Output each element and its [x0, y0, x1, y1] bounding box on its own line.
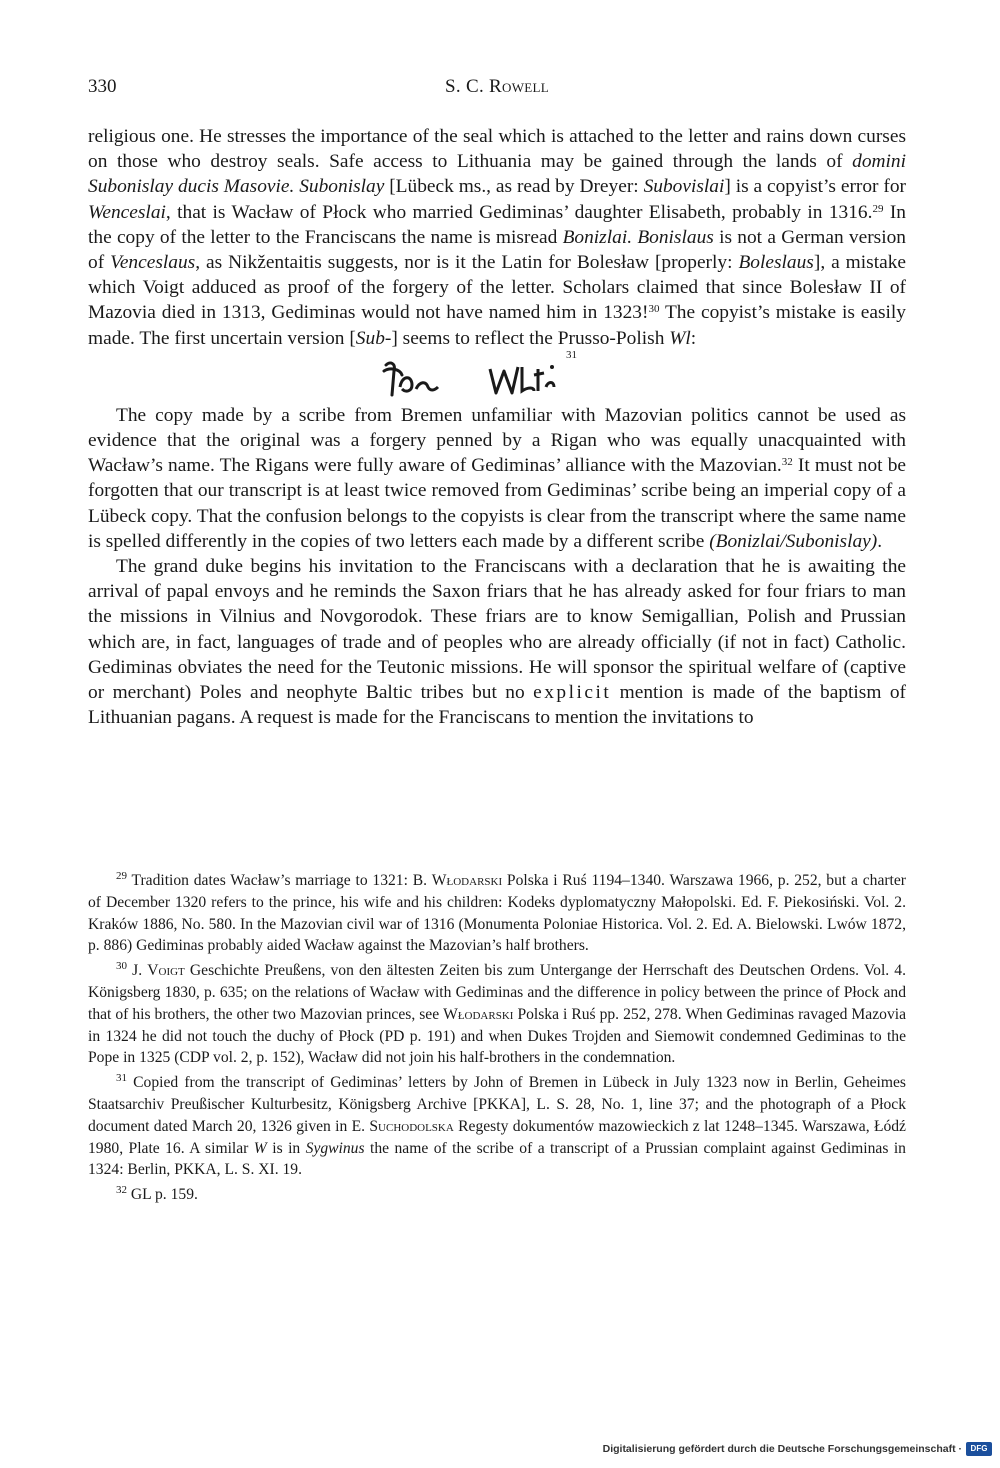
- footnote-29: $^{29}$ Tradition dates Wacław’s marriage to 1321: B. Włodarski Polska i Ruś 1194–1340. Warszawa 1966, p. 252, but a charter of December 1320 refers to the prince, his wife and his children: Kodeks dyplomatyczny Małopolski. Ed. F. Piekosiński. Vol. 2. Kraków 1886, No. 580. In the Mazovian civil war of 1316 (Monumenta Poloniae Historica. Vol. 2. Ed. A. Bielowski. Lwów 1872, p. 886) Gediminas probably aided Wacław against the Mazovian’s half brothers.: [88, 870, 906, 955]
- page-header: [88, 76, 906, 100]
- running-head: S. C. Rowell: [445, 76, 549, 97]
- author-name: Włodarski: [431, 872, 503, 889]
- footer-text: Digitalisierung gefördert durch die Deutsche Forschungsgemeinschaft ·: [602, 1443, 962, 1455]
- spaced-emphasis: explicit: [533, 682, 612, 704]
- footnote-ref-32[interactable]: 32: [781, 456, 793, 469]
- footnote-number: 29: [116, 870, 127, 882]
- emphasis: Wenceslai: [88, 201, 166, 223]
- emphasis: Boleslaus: [738, 252, 814, 274]
- footnote-number: 30: [116, 960, 127, 973]
- emphasis: domini Subonislay ducis Masovie. Subonislay: [88, 151, 906, 198]
- footnotes: [88, 870, 906, 1209]
- footnote-number: 32: [116, 1184, 127, 1197]
- dfg-logo-icon: DFG: [966, 1442, 992, 1456]
- footnote-31: $^{31}$ Copied from the transcript of Gediminas’ letters by John of Bremen in Lübeck in July 1323 now in Berlin, Geheimes Staatsarchiv Preußischer Kulturbesitz, Königsberg Archive [PKKA], L. S. 28, No. 1, line 37; and the photograph of a Płock document dated March 20, 1326 given in E. Suchodolska Regesty dokumentów mazowieckich z lat 1248–1345. Warszawa, Łódź 1980, Plate 16. A similar W is in Sygwinus the name of the scribe of a transcript of a Prussian complaint against Gediminas in 1324: Berlin, PKKA, L. S. XI. 19.: [88, 1072, 906, 1179]
- emphasis: Venceslaus: [110, 252, 196, 274]
- emphasis: W: [253, 1139, 267, 1157]
- footnote-ref-30[interactable]: 30: [648, 303, 660, 316]
- digitization-footer: [603, 1440, 992, 1458]
- emphasis: Sygwinus: [305, 1139, 365, 1157]
- paragraph-2: The copy made by a scribe from Bremen unfamiliar with Mazovian politics cannot be used as evidence that the original was a forgery penned by a Rigan who was equally unacquainted with Wacław’s name. The Rigans were fully aware of Gediminas’ alliance with the Mazovian.$^{32}$ It must not be forgotten that our transcript is at least twice removed from Gediminas’ scribe being an imperial copy of a Lübeck copy. That the confusion belongs to the copyists is clear from the transcript where the same name is spelled differently in the copies of two letters each made by a different scribe (Bonizlai/Subonislay).: [88, 404, 906, 552]
- facsimile-figure: 31: [88, 351, 906, 403]
- main-text: [88, 124, 906, 730]
- footnote-30: $^{30}$ J. Voigt Geschichte Preußens, von den ältesten Zeiten bis zum Untergange der Herrschaft des Deutschen Ordens. Vol. 4. Königsberg 1830, p. 635; on the relations of Wacław with Gediminas and the difference in policy between the prince of Płock and that of his brothers, the other two Mazovian princes, see Włodarski Polska i Ruś pp. 252, 278. When Gediminas ravaged Mazovia in 1324 he did not touch the duchy of Płock (PD p. 191) and when Dukes Trojden and Siemowit condemned Gediminas to the Pope in 1325 (CDP vol. 2, p. 152), Wacław did not join his half-brothers in the condemnation.: [88, 960, 906, 1067]
- emphasis: Wl: [669, 327, 691, 349]
- emphasis: Subovislai: [643, 176, 725, 198]
- page-number: 330: [88, 76, 117, 97]
- author-name: Voigt: [147, 962, 185, 980]
- footnote-ref-29[interactable]: 29: [872, 202, 884, 215]
- paragraph-1: religious one. He stresses the importance of the seal which is attached to the letter and rains down curses on those who destroy seals. Safe access to Lithuania may be gained through the lands of domini Subonislay ducis Masovie. Subonislay [Lübeck ms., as read by Dreyer: Subovislai] is a copyist’s error for Wenceslai, that is Wacław of Płock who married Gediminas’ daughter Elisabeth, probably in 1316.29 In the copy of the letter to the Franciscans the name is misread Bonizlai. Bonislaus is not a German version of Venceslaus, as Nikžentaitis suggests, nor is it the Latin for Bolesław [properly: Boleslaus], a mistake which Voigt adduced as proof of the forgery of the letter. Scholars claimed that since Bolesław II of Mazovia died in 1313, Gediminas would not have named him in 1323!$^{30}$ The copyist’s mistake is easily made. The first uncertain version [Sub-] seems to reflect the Prusso-Polish Wl:: [88, 126, 907, 349]
- footnote-32: $^{32}$ GL p. 159.: [116, 1184, 198, 1204]
- emphasis: (Bonizlai/Subonislay): [709, 530, 878, 552]
- handwritten-wl-ligature-2-icon: [482, 357, 560, 399]
- handwritten-wl-ligature-1-icon: [380, 357, 442, 399]
- emphasis: Bonizlai. Bonislaus: [562, 226, 714, 248]
- emphasis: Sub-: [355, 327, 392, 349]
- footnote-number: 31: [116, 1072, 127, 1085]
- author-name: Suchodolska: [369, 1117, 454, 1135]
- author-name: Włodarski: [443, 1005, 514, 1023]
- paragraph-3: The grand duke begins his invitation to the Franciscans with a declaration that he is awaiting the arrival of papal envoys and he reminds the Saxon friars that he has already asked for four friars to man the missions in Vilnius and Novgorodok. These friars are to know Semigallian, Polish and Prussian which are, in fact, languages of trade and of peoples who are already officially (if not in fact) Catholic. Gediminas obviates the need for the Teutonic missions. He will sponsor the spiritual welfare of (captive or merchant) Poles and neophyte Baltic tribes but no explicit mention is made of the baptism of Lithuanian pagans. A request is made for the Franciscans to mention the invitations to: [88, 556, 906, 729]
